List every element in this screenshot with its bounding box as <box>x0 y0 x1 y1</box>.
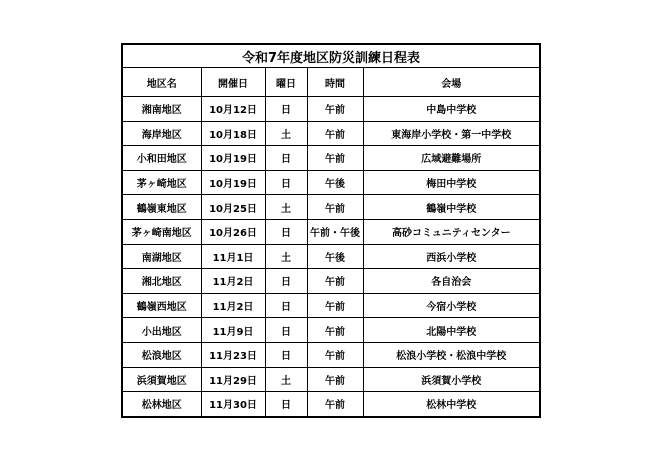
cell-district: 茅ヶ崎地区 <box>122 170 201 195</box>
cell-weekday: 日 <box>265 97 307 122</box>
cell-district: 茅ヶ崎南地区 <box>122 219 201 244</box>
header-time: 時間 <box>307 68 363 97</box>
cell-venue: 松林中学校 <box>363 392 540 417</box>
cell-venue: 浜須賀小学校 <box>363 367 540 392</box>
cell-date: 11月9日 <box>201 318 265 343</box>
cell-venue: 今宿小学校 <box>363 293 540 318</box>
cell-venue: 鶴嶺中学校 <box>363 195 540 220</box>
cell-date: 11月2日 <box>201 269 265 294</box>
schedule-sheet <box>121 43 539 418</box>
cell-weekday: 日 <box>265 219 307 244</box>
cell-weekday: 日 <box>265 146 307 171</box>
cell-date: 10月25日 <box>201 195 265 220</box>
header-row <box>122 68 540 97</box>
cell-venue: 西浜小学校 <box>363 244 540 269</box>
table-row <box>122 195 540 220</box>
cell-date: 11月29日 <box>201 367 265 392</box>
cell-date: 11月30日 <box>201 392 265 417</box>
cell-weekday: 日 <box>265 342 307 367</box>
table-row <box>122 170 540 195</box>
cell-venue: 高砂コミュニティセンター <box>363 219 540 244</box>
table-row <box>122 219 540 244</box>
table-row <box>122 367 540 392</box>
cell-time: 午後 <box>307 244 363 269</box>
header-date: 開催日 <box>201 68 265 97</box>
cell-time: 午前 <box>307 146 363 171</box>
cell-district: 小出地区 <box>122 318 201 343</box>
cell-venue: 梅田中学校 <box>363 170 540 195</box>
cell-date: 10月26日 <box>201 219 265 244</box>
cell-weekday: 土 <box>265 121 307 146</box>
cell-time: 午後 <box>307 170 363 195</box>
title-row <box>122 44 540 68</box>
cell-date: 11月23日 <box>201 342 265 367</box>
schedule-table <box>121 43 541 418</box>
cell-time: 午前 <box>307 342 363 367</box>
cell-venue: 松浪小学校・松浪中学校 <box>363 342 540 367</box>
cell-district: 湘南地区 <box>122 97 201 122</box>
cell-time: 午前 <box>307 367 363 392</box>
cell-district: 小和田地区 <box>122 146 201 171</box>
cell-district: 南湖地区 <box>122 244 201 269</box>
cell-time: 午前 <box>307 269 363 294</box>
cell-weekday: 土 <box>265 367 307 392</box>
table-row <box>122 318 540 343</box>
table-row <box>122 342 540 367</box>
cell-time: 午前・午後 <box>307 219 363 244</box>
cell-weekday: 日 <box>265 392 307 417</box>
cell-date: 10月19日 <box>201 170 265 195</box>
cell-district: 松林地区 <box>122 392 201 417</box>
table-row <box>122 121 540 146</box>
table-row <box>122 146 540 171</box>
cell-district: 海岸地区 <box>122 121 201 146</box>
cell-venue: 広域避難場所 <box>363 146 540 171</box>
cell-weekday: 日 <box>265 318 307 343</box>
cell-weekday: 日 <box>265 293 307 318</box>
header-venue: 会場 <box>363 68 540 97</box>
header-district: 地区名 <box>122 68 201 97</box>
cell-date: 11月2日 <box>201 293 265 318</box>
cell-venue: 中島中学校 <box>363 97 540 122</box>
cell-weekday: 土 <box>265 244 307 269</box>
cell-venue: 北陽中学校 <box>363 318 540 343</box>
cell-date: 10月18日 <box>201 121 265 146</box>
cell-time: 午前 <box>307 97 363 122</box>
cell-district: 鶴嶺西地区 <box>122 293 201 318</box>
cell-time: 午前 <box>307 195 363 220</box>
table-row <box>122 392 540 417</box>
cell-date: 10月12日 <box>201 97 265 122</box>
cell-time: 午前 <box>307 121 363 146</box>
cell-date: 11月1日 <box>201 244 265 269</box>
cell-district: 湘北地区 <box>122 269 201 294</box>
table-title: 令和7年度地区防災訓練日程表 <box>122 44 540 68</box>
cell-weekday: 日 <box>265 170 307 195</box>
cell-time: 午前 <box>307 318 363 343</box>
cell-district: 松浪地区 <box>122 342 201 367</box>
table-row <box>122 269 540 294</box>
cell-venue: 東海岸小学校・第一中学校 <box>363 121 540 146</box>
header-weekday: 曜日 <box>265 68 307 97</box>
cell-date: 10月19日 <box>201 146 265 171</box>
cell-district: 浜須賀地区 <box>122 367 201 392</box>
cell-weekday: 日 <box>265 269 307 294</box>
cell-venue: 各自治会 <box>363 269 540 294</box>
cell-time: 午前 <box>307 392 363 417</box>
table-row <box>122 97 540 122</box>
cell-district: 鶴嶺東地区 <box>122 195 201 220</box>
cell-time: 午前 <box>307 293 363 318</box>
table-row <box>122 244 540 269</box>
cell-weekday: 土 <box>265 195 307 220</box>
table-row <box>122 293 540 318</box>
